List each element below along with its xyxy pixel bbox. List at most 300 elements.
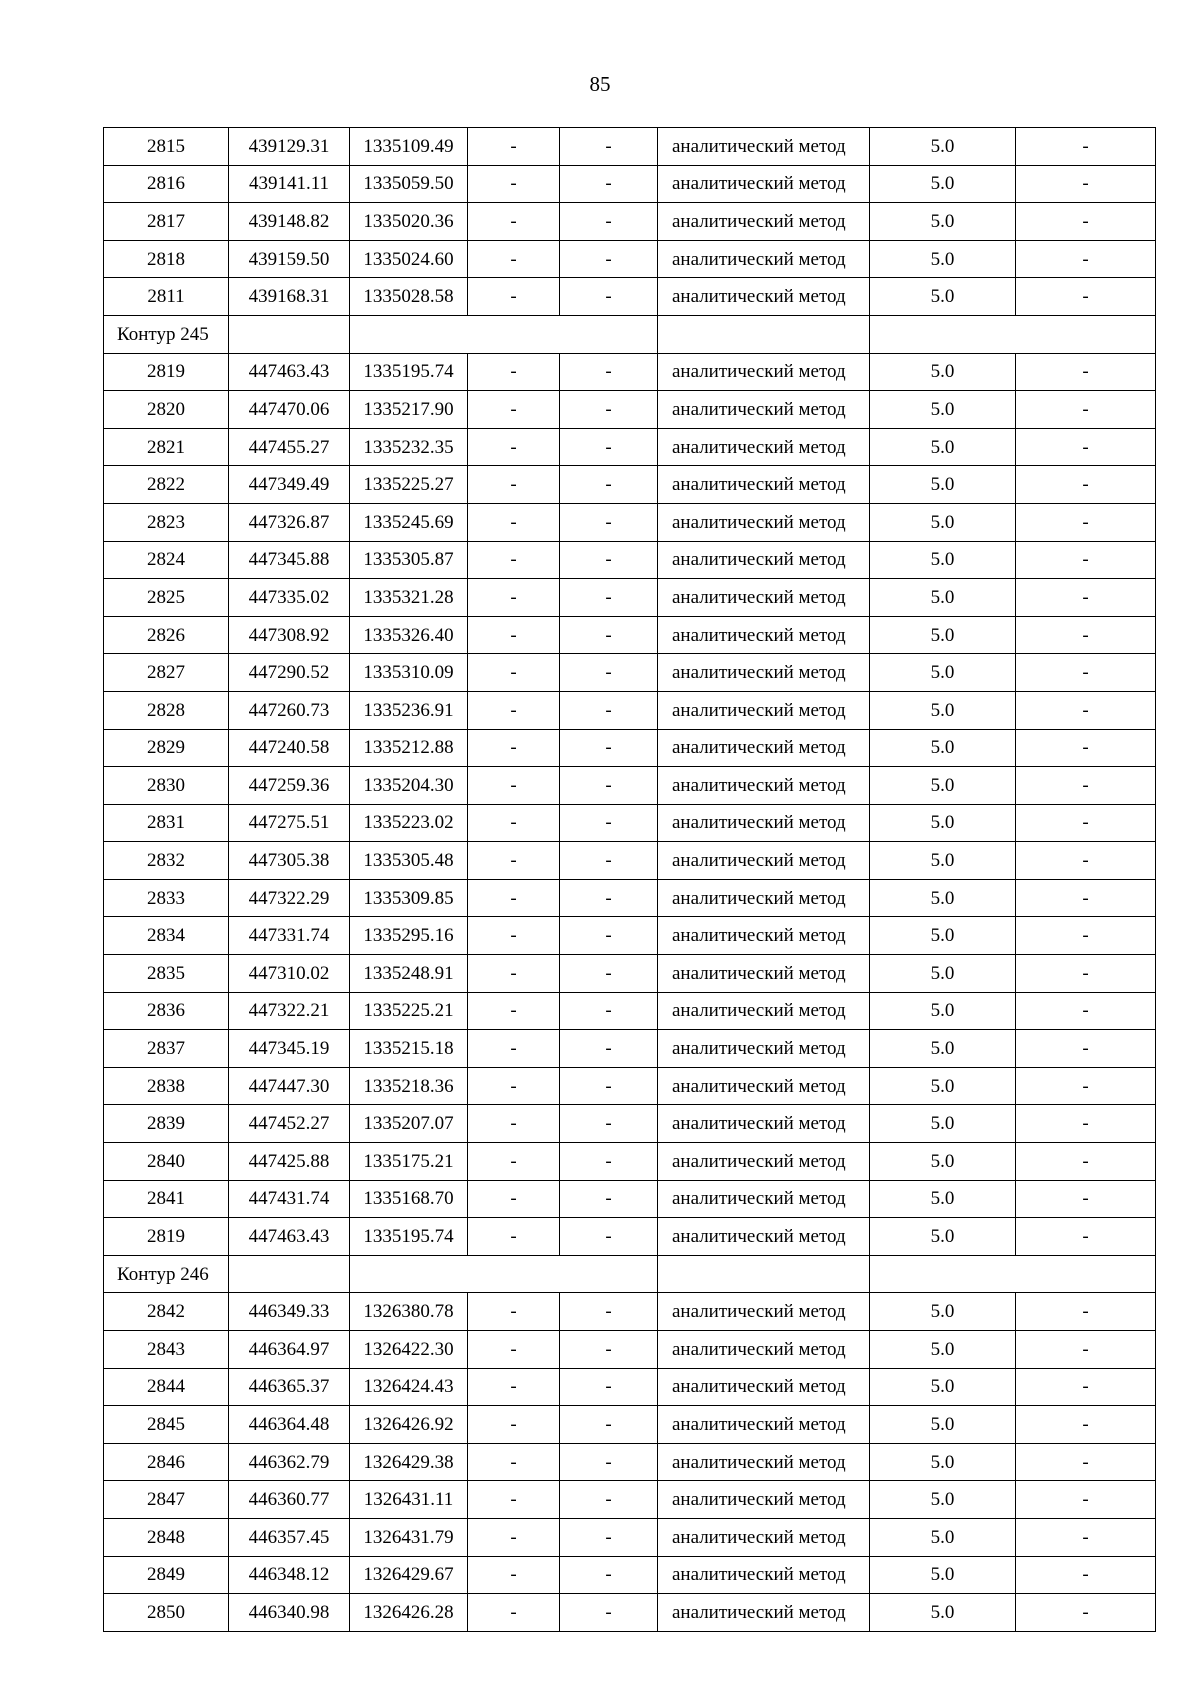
dash-cell: -: [1016, 1518, 1156, 1556]
table-row: [104, 165, 1156, 203]
method-cell: аналитический метод: [658, 616, 870, 654]
dash-cell: -: [1016, 767, 1156, 805]
accuracy-cell: 5.0: [870, 842, 1016, 880]
dash-cell: -: [560, 503, 658, 541]
dash-cell: -: [468, 1368, 560, 1406]
method-cell: аналитический метод: [658, 466, 870, 504]
empty-cell: [229, 315, 350, 353]
method-cell: аналитический метод: [658, 1293, 870, 1331]
point-number-cell: 2827: [104, 654, 229, 692]
table-row: [104, 1443, 1156, 1481]
table-row: [104, 1143, 1156, 1181]
dash-cell: -: [1016, 654, 1156, 692]
point-number-cell: 2822: [104, 466, 229, 504]
dash-cell: -: [1016, 1556, 1156, 1594]
method-cell: аналитический метод: [658, 992, 870, 1030]
dash-cell: -: [1016, 203, 1156, 241]
point-number-cell: 2846: [104, 1443, 229, 1481]
method-cell: аналитический метод: [658, 428, 870, 466]
x-coordinate-cell: 447349.49: [229, 466, 350, 504]
dash-cell: -: [560, 1067, 658, 1105]
point-number-cell: 2815: [104, 128, 229, 166]
table-row: [104, 1556, 1156, 1594]
table-row: [104, 691, 1156, 729]
dash-cell: -: [1016, 616, 1156, 654]
x-coordinate-cell: 447310.02: [229, 955, 350, 993]
dash-cell: -: [468, 1481, 560, 1519]
dash-cell: -: [560, 128, 658, 166]
dash-cell: -: [468, 579, 560, 617]
y-coordinate-cell: 1326422.30: [350, 1331, 468, 1369]
point-number-cell: 2843: [104, 1331, 229, 1369]
page-number: 85: [589, 72, 611, 96]
x-coordinate-cell: 447260.73: [229, 691, 350, 729]
point-number-cell: 2835: [104, 955, 229, 993]
coordinates-table: [103, 127, 1156, 1632]
x-coordinate-cell: 447305.38: [229, 842, 350, 880]
dash-cell: -: [1016, 1481, 1156, 1519]
method-cell: аналитический метод: [658, 353, 870, 391]
dash-cell: -: [468, 391, 560, 429]
dash-cell: -: [468, 203, 560, 241]
table-row: [104, 729, 1156, 767]
point-number-cell: 2821: [104, 428, 229, 466]
method-cell: аналитический метод: [658, 804, 870, 842]
dash-cell: -: [468, 1406, 560, 1444]
y-coordinate-cell: 1326426.92: [350, 1406, 468, 1444]
table-row: [104, 1180, 1156, 1218]
x-coordinate-cell: 447455.27: [229, 428, 350, 466]
y-coordinate-cell: 1335248.91: [350, 955, 468, 993]
accuracy-cell: 5.0: [870, 428, 1016, 466]
dash-cell: -: [1016, 579, 1156, 617]
accuracy-cell: 5.0: [870, 992, 1016, 1030]
point-number-cell: 2818: [104, 240, 229, 278]
dash-cell: -: [560, 1518, 658, 1556]
accuracy-cell: 5.0: [870, 767, 1016, 805]
point-number-cell: 2817: [104, 203, 229, 241]
accuracy-cell: 5.0: [870, 654, 1016, 692]
dash-cell: -: [1016, 353, 1156, 391]
dash-cell: -: [560, 842, 658, 880]
empty-cell: [229, 1255, 350, 1293]
x-coordinate-cell: 447335.02: [229, 579, 350, 617]
y-coordinate-cell: 1335326.40: [350, 616, 468, 654]
point-number-cell: 2836: [104, 992, 229, 1030]
method-cell: аналитический метод: [658, 1518, 870, 1556]
dash-cell: -: [468, 466, 560, 504]
point-number-cell: 2849: [104, 1556, 229, 1594]
dash-cell: -: [468, 128, 560, 166]
accuracy-cell: 5.0: [870, 691, 1016, 729]
point-number-cell: 2837: [104, 1030, 229, 1068]
method-cell: аналитический метод: [658, 391, 870, 429]
method-cell: аналитический метод: [658, 503, 870, 541]
method-cell: аналитический метод: [658, 1030, 870, 1068]
x-coordinate-cell: 447240.58: [229, 729, 350, 767]
y-coordinate-cell: 1326431.79: [350, 1518, 468, 1556]
dash-cell: -: [560, 1368, 658, 1406]
point-number-cell: 2841: [104, 1180, 229, 1218]
dash-cell: -: [1016, 1180, 1156, 1218]
point-number-cell: 2829: [104, 729, 229, 767]
accuracy-cell: 5.0: [870, 1594, 1016, 1632]
y-coordinate-cell: 1335024.60: [350, 240, 468, 278]
y-coordinate-cell: 1326429.38: [350, 1443, 468, 1481]
dash-cell: -: [468, 992, 560, 1030]
point-number-cell: 2820: [104, 391, 229, 429]
x-coordinate-cell: 446364.97: [229, 1331, 350, 1369]
dash-cell: -: [1016, 1443, 1156, 1481]
point-number-cell: 2842: [104, 1293, 229, 1331]
dash-cell: -: [560, 917, 658, 955]
table-row: [104, 128, 1156, 166]
y-coordinate-cell: 1335195.74: [350, 353, 468, 391]
y-coordinate-cell: 1335212.88: [350, 729, 468, 767]
method-cell: аналитический метод: [658, 654, 870, 692]
y-coordinate-cell: 1335223.02: [350, 804, 468, 842]
table-row: [104, 541, 1156, 579]
point-number-cell: 2824: [104, 541, 229, 579]
dash-cell: -: [468, 842, 560, 880]
dash-cell: -: [560, 1105, 658, 1143]
dash-cell: -: [1016, 804, 1156, 842]
dash-cell: -: [1016, 955, 1156, 993]
accuracy-cell: 5.0: [870, 541, 1016, 579]
y-coordinate-cell: 1335309.85: [350, 879, 468, 917]
table-row: [104, 240, 1156, 278]
method-cell: аналитический метод: [658, 767, 870, 805]
dash-cell: -: [468, 278, 560, 316]
contour-header-row: [104, 315, 1156, 353]
dash-cell: -: [560, 654, 658, 692]
dash-cell: -: [468, 1218, 560, 1256]
method-cell: аналитический метод: [658, 1406, 870, 1444]
table-row: [104, 654, 1156, 692]
empty-cell: [870, 315, 1156, 353]
table-row: [104, 391, 1156, 429]
y-coordinate-cell: 1335321.28: [350, 579, 468, 617]
method-cell: аналитический метод: [658, 240, 870, 278]
accuracy-cell: 5.0: [870, 1443, 1016, 1481]
dash-cell: -: [560, 1443, 658, 1481]
dash-cell: -: [468, 1443, 560, 1481]
table-row: [104, 466, 1156, 504]
table-row: [104, 1518, 1156, 1556]
dash-cell: -: [560, 1331, 658, 1369]
method-cell: аналитический метод: [658, 729, 870, 767]
dash-cell: -: [560, 1030, 658, 1068]
dash-cell: -: [1016, 503, 1156, 541]
dash-cell: -: [1016, 466, 1156, 504]
dash-cell: -: [1016, 691, 1156, 729]
dash-cell: -: [468, 767, 560, 805]
dash-cell: -: [560, 240, 658, 278]
method-cell: аналитический метод: [658, 1143, 870, 1181]
contour-label: Контур 245: [104, 315, 229, 353]
x-coordinate-cell: 447322.21: [229, 992, 350, 1030]
x-coordinate-cell: 439168.31: [229, 278, 350, 316]
table-row: [104, 842, 1156, 880]
dash-cell: -: [560, 729, 658, 767]
x-coordinate-cell: 447447.30: [229, 1067, 350, 1105]
table-row: [104, 917, 1156, 955]
dash-cell: -: [468, 1293, 560, 1331]
point-number-cell: 2830: [104, 767, 229, 805]
accuracy-cell: 5.0: [870, 1556, 1016, 1594]
dash-cell: -: [1016, 1368, 1156, 1406]
point-number-cell: 2832: [104, 842, 229, 880]
dash-cell: -: [1016, 165, 1156, 203]
y-coordinate-cell: 1335195.74: [350, 1218, 468, 1256]
y-coordinate-cell: 1335305.48: [350, 842, 468, 880]
dash-cell: -: [468, 1556, 560, 1594]
x-coordinate-cell: 446349.33: [229, 1293, 350, 1331]
dash-cell: -: [560, 992, 658, 1030]
accuracy-cell: 5.0: [870, 1030, 1016, 1068]
point-number-cell: 2828: [104, 691, 229, 729]
point-number-cell: 2850: [104, 1594, 229, 1632]
y-coordinate-cell: 1335232.35: [350, 428, 468, 466]
dash-cell: -: [468, 428, 560, 466]
y-coordinate-cell: 1326424.43: [350, 1368, 468, 1406]
dash-cell: -: [468, 1518, 560, 1556]
accuracy-cell: 5.0: [870, 917, 1016, 955]
table-row: [104, 879, 1156, 917]
y-coordinate-cell: 1335215.18: [350, 1030, 468, 1068]
y-coordinate-cell: 1335305.87: [350, 541, 468, 579]
dash-cell: -: [1016, 1067, 1156, 1105]
dash-cell: -: [1016, 1594, 1156, 1632]
method-cell: аналитический метод: [658, 1368, 870, 1406]
point-number-cell: 2840: [104, 1143, 229, 1181]
table-row: [104, 1067, 1156, 1105]
dash-cell: -: [560, 203, 658, 241]
table-row: [104, 503, 1156, 541]
x-coordinate-cell: 447308.92: [229, 616, 350, 654]
dash-cell: -: [560, 1143, 658, 1181]
accuracy-cell: 5.0: [870, 1481, 1016, 1519]
accuracy-cell: 5.0: [870, 165, 1016, 203]
point-number-cell: 2811: [104, 278, 229, 316]
x-coordinate-cell: 446357.45: [229, 1518, 350, 1556]
method-cell: аналитический метод: [658, 1331, 870, 1369]
method-cell: аналитический метод: [658, 691, 870, 729]
point-number-cell: 2833: [104, 879, 229, 917]
dash-cell: -: [468, 804, 560, 842]
x-coordinate-cell: 447431.74: [229, 1180, 350, 1218]
dash-cell: -: [468, 1594, 560, 1632]
point-number-cell: 2834: [104, 917, 229, 955]
dash-cell: -: [468, 1067, 560, 1105]
method-cell: аналитический метод: [658, 955, 870, 993]
point-number-cell: 2819: [104, 353, 229, 391]
point-number-cell: 2816: [104, 165, 229, 203]
accuracy-cell: 5.0: [870, 503, 1016, 541]
accuracy-cell: 5.0: [870, 1293, 1016, 1331]
dash-cell: -: [1016, 729, 1156, 767]
dash-cell: -: [468, 729, 560, 767]
table-row: [104, 1594, 1156, 1632]
dash-cell: -: [468, 1331, 560, 1369]
contour-header-row: [104, 1255, 1156, 1293]
accuracy-cell: 5.0: [870, 466, 1016, 504]
accuracy-cell: 5.0: [870, 1518, 1016, 1556]
dash-cell: -: [560, 278, 658, 316]
y-coordinate-cell: 1335310.09: [350, 654, 468, 692]
point-number-cell: 2831: [104, 804, 229, 842]
dash-cell: -: [468, 879, 560, 917]
point-number-cell: 2848: [104, 1518, 229, 1556]
dash-cell: -: [468, 503, 560, 541]
dash-cell: -: [560, 1481, 658, 1519]
method-cell: аналитический метод: [658, 278, 870, 316]
method-cell: аналитический метод: [658, 1443, 870, 1481]
dash-cell: -: [1016, 1331, 1156, 1369]
y-coordinate-cell: 1335225.27: [350, 466, 468, 504]
x-coordinate-cell: 439148.82: [229, 203, 350, 241]
x-coordinate-cell: 447275.51: [229, 804, 350, 842]
method-cell: аналитический метод: [658, 128, 870, 166]
accuracy-cell: 5.0: [870, 1180, 1016, 1218]
dash-cell: -: [1016, 1143, 1156, 1181]
accuracy-cell: 5.0: [870, 579, 1016, 617]
accuracy-cell: 5.0: [870, 616, 1016, 654]
method-cell: аналитический метод: [658, 579, 870, 617]
dash-cell: -: [560, 767, 658, 805]
table-row: [104, 278, 1156, 316]
y-coordinate-cell: 1335059.50: [350, 165, 468, 203]
y-coordinate-cell: 1335295.16: [350, 917, 468, 955]
x-coordinate-cell: 447345.19: [229, 1030, 350, 1068]
dash-cell: -: [1016, 992, 1156, 1030]
method-cell: аналитический метод: [658, 917, 870, 955]
method-cell: аналитический метод: [658, 541, 870, 579]
dash-cell: -: [560, 1406, 658, 1444]
method-cell: аналитический метод: [658, 1218, 870, 1256]
dash-cell: -: [1016, 128, 1156, 166]
accuracy-cell: 5.0: [870, 1406, 1016, 1444]
y-coordinate-cell: 1326426.28: [350, 1594, 468, 1632]
table-row: [104, 1368, 1156, 1406]
method-cell: аналитический метод: [658, 1180, 870, 1218]
dash-cell: -: [1016, 428, 1156, 466]
dash-cell: -: [468, 541, 560, 579]
table-row: [104, 1105, 1156, 1143]
method-cell: аналитический метод: [658, 842, 870, 880]
empty-cell: [350, 315, 658, 353]
dash-cell: -: [468, 240, 560, 278]
y-coordinate-cell: 1335207.07: [350, 1105, 468, 1143]
point-number-cell: 2838: [104, 1067, 229, 1105]
x-coordinate-cell: 446360.77: [229, 1481, 350, 1519]
table-row: [104, 579, 1156, 617]
table-row: [104, 1218, 1156, 1256]
y-coordinate-cell: 1335217.90: [350, 391, 468, 429]
point-number-cell: 2844: [104, 1368, 229, 1406]
accuracy-cell: 5.0: [870, 955, 1016, 993]
method-cell: аналитический метод: [658, 1105, 870, 1143]
dash-cell: -: [1016, 541, 1156, 579]
dash-cell: -: [468, 955, 560, 993]
dash-cell: -: [468, 165, 560, 203]
x-coordinate-cell: 447290.52: [229, 654, 350, 692]
accuracy-cell: 5.0: [870, 1067, 1016, 1105]
dash-cell: -: [468, 1180, 560, 1218]
point-number-cell: 2826: [104, 616, 229, 654]
table-row: [104, 616, 1156, 654]
accuracy-cell: 5.0: [870, 391, 1016, 429]
x-coordinate-cell: 447463.43: [229, 353, 350, 391]
point-number-cell: 2825: [104, 579, 229, 617]
x-coordinate-cell: 447326.87: [229, 503, 350, 541]
accuracy-cell: 5.0: [870, 1331, 1016, 1369]
table-row: [104, 1331, 1156, 1369]
accuracy-cell: 5.0: [870, 879, 1016, 917]
empty-cell: [658, 315, 870, 353]
dash-cell: -: [468, 917, 560, 955]
x-coordinate-cell: 446362.79: [229, 1443, 350, 1481]
x-coordinate-cell: 447463.43: [229, 1218, 350, 1256]
point-number-cell: 2819: [104, 1218, 229, 1256]
accuracy-cell: 5.0: [870, 1105, 1016, 1143]
dash-cell: -: [560, 391, 658, 429]
dash-cell: -: [468, 691, 560, 729]
method-cell: аналитический метод: [658, 1594, 870, 1632]
dash-cell: -: [560, 879, 658, 917]
dash-cell: -: [1016, 391, 1156, 429]
table-row: [104, 767, 1156, 805]
dash-cell: -: [468, 616, 560, 654]
x-coordinate-cell: 439129.31: [229, 128, 350, 166]
dash-cell: -: [468, 1030, 560, 1068]
y-coordinate-cell: 1335245.69: [350, 503, 468, 541]
method-cell: аналитический метод: [658, 1556, 870, 1594]
accuracy-cell: 5.0: [870, 240, 1016, 278]
x-coordinate-cell: 447345.88: [229, 541, 350, 579]
dash-cell: -: [468, 1143, 560, 1181]
accuracy-cell: 5.0: [870, 128, 1016, 166]
y-coordinate-cell: 1326429.67: [350, 1556, 468, 1594]
accuracy-cell: 5.0: [870, 1368, 1016, 1406]
y-coordinate-cell: 1335020.36: [350, 203, 468, 241]
table-row: [104, 992, 1156, 1030]
accuracy-cell: 5.0: [870, 1143, 1016, 1181]
dash-cell: -: [1016, 1030, 1156, 1068]
dash-cell: -: [1016, 240, 1156, 278]
dash-cell: -: [560, 1556, 658, 1594]
y-coordinate-cell: 1326431.11: [350, 1481, 468, 1519]
dash-cell: -: [560, 1218, 658, 1256]
dash-cell: -: [1016, 1218, 1156, 1256]
empty-cell: [658, 1255, 870, 1293]
x-coordinate-cell: 439141.11: [229, 165, 350, 203]
y-coordinate-cell: 1335204.30: [350, 767, 468, 805]
x-coordinate-cell: 447331.74: [229, 917, 350, 955]
y-coordinate-cell: 1335225.21: [350, 992, 468, 1030]
y-coordinate-cell: 1335175.21: [350, 1143, 468, 1181]
dash-cell: -: [560, 541, 658, 579]
method-cell: аналитический метод: [658, 1481, 870, 1519]
point-number-cell: 2839: [104, 1105, 229, 1143]
x-coordinate-cell: 447425.88: [229, 1143, 350, 1181]
dash-cell: -: [1016, 1406, 1156, 1444]
dash-cell: -: [560, 691, 658, 729]
y-coordinate-cell: 1335028.58: [350, 278, 468, 316]
table-row: [104, 428, 1156, 466]
y-coordinate-cell: 1335168.70: [350, 1180, 468, 1218]
x-coordinate-cell: 446365.37: [229, 1368, 350, 1406]
